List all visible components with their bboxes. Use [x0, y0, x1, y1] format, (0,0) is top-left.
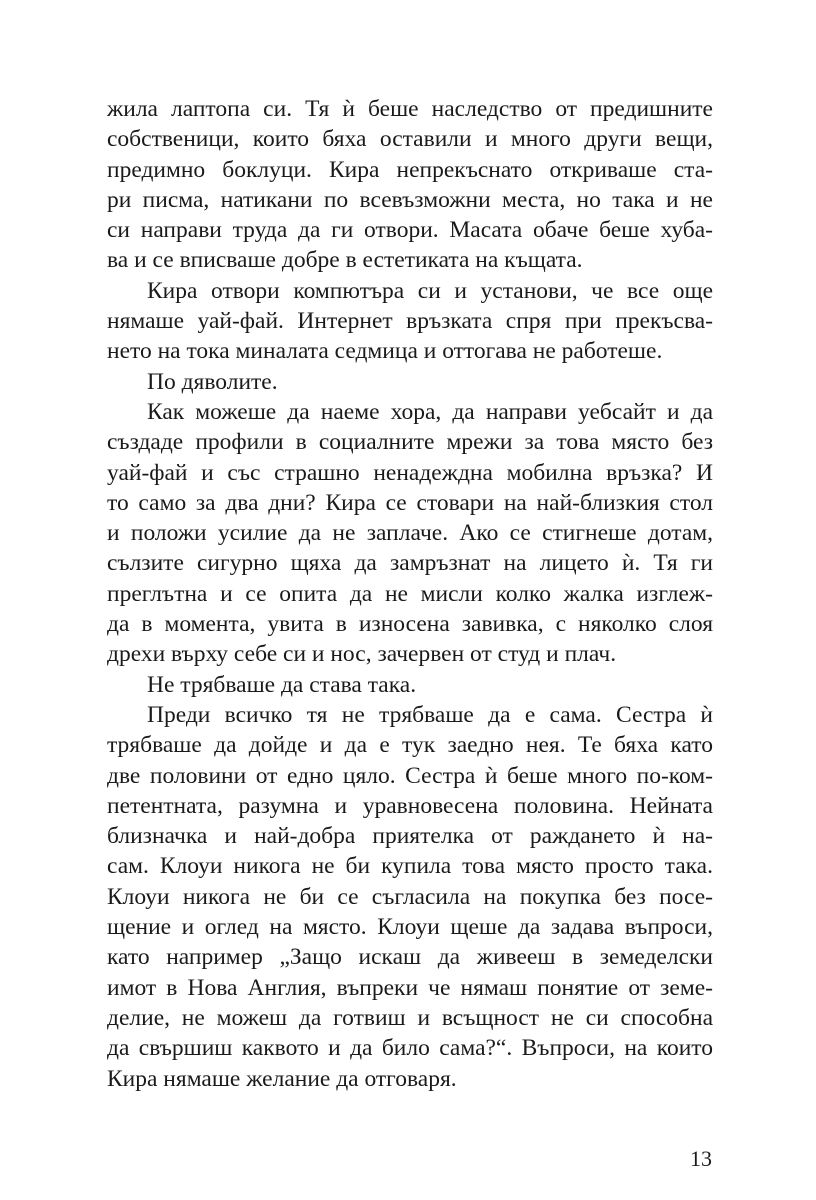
- text-line: уай-фай и със страшно ненадеждна мобилна връзка? И: [107, 459, 713, 486]
- text-line: да в момента, увита в износена завивка, с няколко слоя: [107, 611, 713, 638]
- paragraph: [107, 397, 713, 670]
- text-line: Не трябваше да става така.: [147, 671, 417, 698]
- paragraph: [107, 94, 713, 276]
- paragraph: [107, 700, 713, 1094]
- text-line: нямаше уай-фай. Интернет връзката спря при прекъсва-: [107, 308, 713, 335]
- text-line: сълзите сигурно щяха да замръзнат на лицето ѝ. Тя ги: [107, 550, 713, 577]
- text-line: Кира нямаше желание да отговаря.: [107, 1065, 457, 1092]
- text-line: делие, не можеш да готвиш и всъщност не си способна: [107, 1004, 713, 1031]
- text-line: нето на тока миналата седмица и оттогава не работеше.: [107, 338, 663, 365]
- text-line: Кира отвори компютъра си и установи, че все още: [147, 277, 713, 304]
- text-line: щение и оглед на място. Клоуи щеше да задава въпроси,: [107, 914, 713, 941]
- text-line: имот в Нова Англия, въпреки че нямаш понятие от земе-: [107, 974, 713, 1001]
- text-line: създаде профили в социалните мрежи за това място без: [107, 429, 713, 456]
- text-line: петентната, разумна и уравновесена половина. Нейната: [107, 792, 713, 819]
- text-line: Преди всичко тя не трябваше да е сама. Сестра ѝ: [147, 701, 713, 728]
- text-line: преглътна и се опита да не мисли колко жалка изглеж-: [107, 580, 713, 607]
- page-number: 13: [690, 1146, 712, 1171]
- text-line: близначка и най-добра приятелка от раждането ѝ на-: [107, 823, 713, 850]
- text-line: трябваше да дойде и да е тук заедно нея. Те бяха като: [107, 732, 713, 759]
- paragraph: [107, 276, 713, 367]
- text-line: ва и се вписваше добре в естетиката на къщата.: [107, 247, 583, 274]
- text-line: жила лаптопа си. Тя ѝ беше наследство от предишните: [107, 96, 713, 122]
- text-line: като например „Защо искаш да живееш в земеделски: [107, 944, 713, 971]
- paragraph: [107, 367, 713, 397]
- text-line: то само за два дни? Кира се стовари на най-близкия стол: [107, 489, 713, 516]
- text-line: и положи усилие да не заплаче. Ако се стигнеше дотам,: [107, 520, 713, 547]
- text-line: сам. Клоуи никога не би купила това място просто така.: [107, 853, 713, 880]
- text-line: да свършиш каквото и да било сама?“. Въпроси, на които: [107, 1035, 713, 1062]
- text-line: По дяволите.: [147, 368, 278, 395]
- text-line: собственици, които бяха оставили и много други вещи,: [107, 126, 713, 153]
- text-line: дрехи върху себе си и нос, зачервен от студ и плач.: [107, 641, 617, 668]
- text-line: две половини от едно цяло. Сестра ѝ беше много по-ком-: [107, 762, 713, 789]
- paragraph: [107, 670, 713, 700]
- text-line: предимно боклуци. Кира непрекъснато откриваше ста-: [107, 156, 713, 183]
- body-text: [107, 94, 713, 1094]
- text-line: Как можеше да наеме хора, да направи уебсайт и да: [147, 398, 713, 425]
- text-line: ри писма, натикани по всевъзможни места, но така и не: [107, 186, 713, 213]
- text-line: си направи труда да ги отвори. Масата обаче беше хуба-: [107, 217, 713, 244]
- text-line: Клоуи никога не би се съгласила на покупка без посе-: [107, 883, 713, 910]
